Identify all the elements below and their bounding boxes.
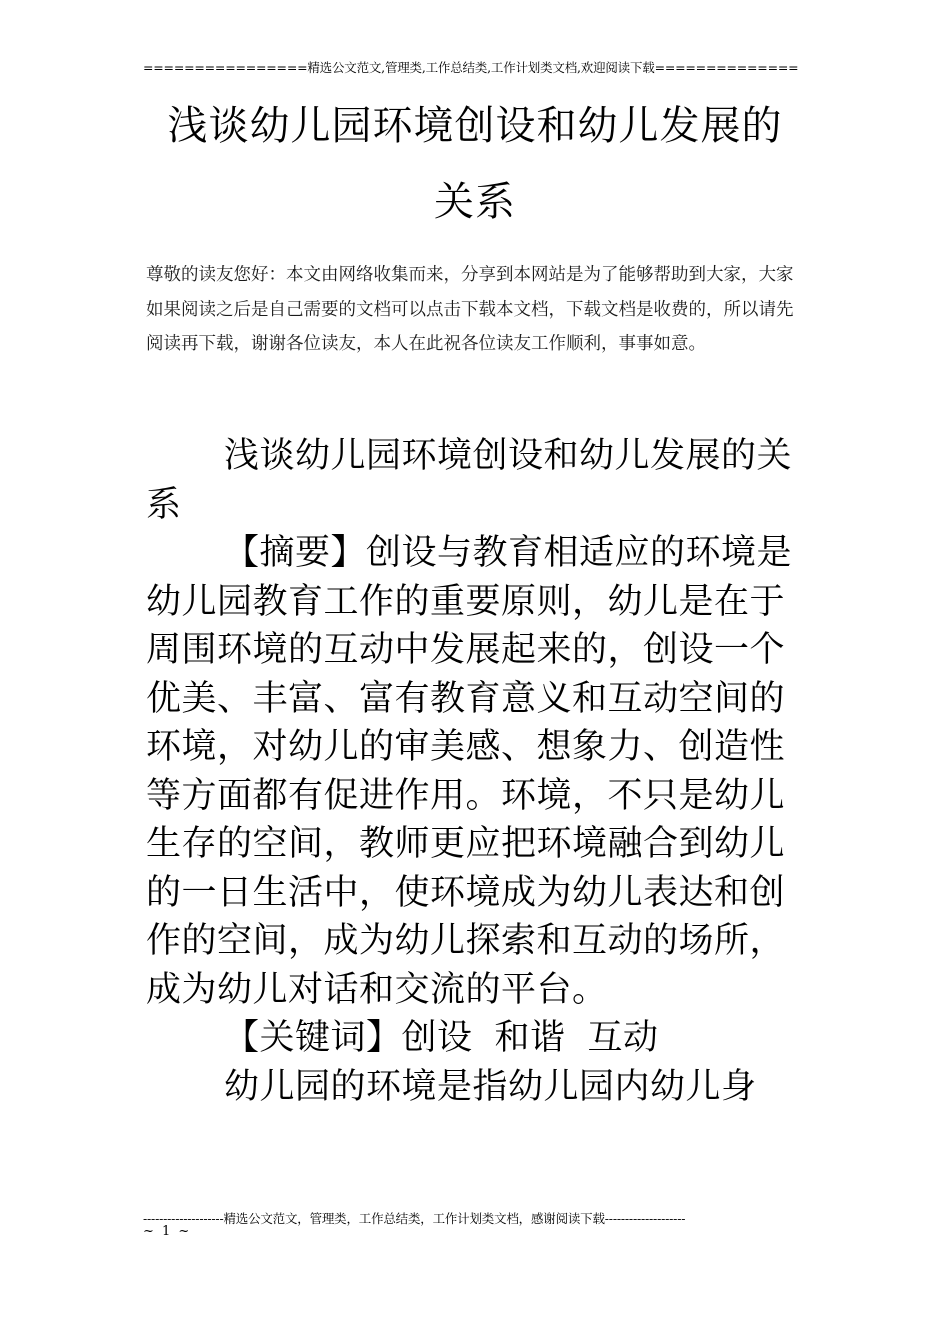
intro-paragraph: 幼儿园的环境是指幼儿园内幼儿身 (224, 1066, 757, 1107)
page-footer: --------------------精选公文范文，管理类，工作总结类，工作计划类文档，感谢阅读下载-------------------- (143, 1211, 686, 1226)
document-title (100, 88, 850, 240)
abstract-paragraph: 【摘要】创设与教育相适应的环境是幼儿园教育工作的重要原则，幼儿是在于周围环境的互动中发展起来的，创设一个优美、丰富、富有教育意义和互动空间的环境，对幼儿的审美感、想象力、创造性等方面都有促进作用。环境，不只是幼儿生存的空间，教师更应把环境融合到幼儿的一日生活中，使环境成为幼儿表达和创作的空间，成为幼儿探索和互动的场所，成为幼儿对话和交流的平台。 (146, 533, 793, 1010)
keyword-item: 互动 (587, 1018, 659, 1058)
title-line-1: 浅谈幼儿园环境创设和幼儿发展的 (167, 103, 783, 149)
reader-notice: 尊敬的读友您好：本文由网络收集而来，分享到本网站是为了能够帮助到大家，大家如果阅读之后是自己需要的文档可以点击下载本文档，下载文档是收费的，所以请先阅读再下载，谢谢各位读友，本人在此祝各位读友工作顺利，事事如意。 (146, 265, 794, 354)
keywords-line (146, 1014, 816, 1063)
document-body (146, 432, 816, 1111)
body-title: 浅谈幼儿园环境创设和幼儿发展的关系 (146, 436, 793, 525)
keyword-item: 和谐 (494, 1018, 566, 1058)
title-line-2: 关系 (434, 179, 516, 225)
keywords-label: 【关键词】创设 (224, 1018, 473, 1058)
page-number: ~ 1 ~ (143, 1224, 192, 1239)
page-header: ================精选公文范文,管理类,工作总结类,工作计划类文档,欢迎阅读下载============== (143, 60, 799, 75)
